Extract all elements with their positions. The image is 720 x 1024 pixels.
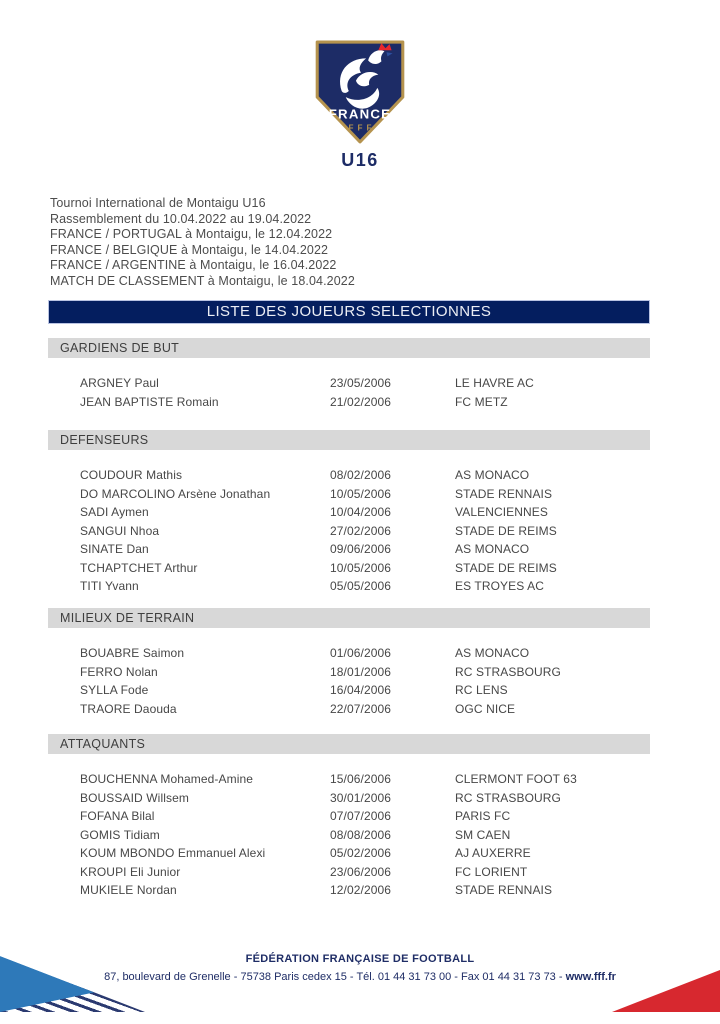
- player-name: SINATE Dan: [80, 542, 149, 556]
- player-birthdate: 21/02/2006: [330, 394, 392, 409]
- player-row: [48, 863, 650, 882]
- player-row: [48, 540, 650, 559]
- tournament-info: [50, 196, 610, 290]
- player-birthdate: 15/06/2006: [330, 772, 392, 786]
- player-birthdate: 07/07/2006: [330, 809, 392, 823]
- list-title-banner: LISTE DES JOUEURS SELECTIONNES: [48, 300, 650, 324]
- player-club: AS MONACO: [455, 646, 530, 660]
- player-name: KOUM MBONDO Emmanuel Alexi: [80, 846, 266, 860]
- player-name: FERRO Nolan: [80, 664, 158, 679]
- player-row: [48, 559, 650, 578]
- player-name: TITI Yvann: [80, 579, 139, 593]
- player-club: ES TROYES AC: [455, 579, 545, 593]
- player-club: SM CAEN: [455, 827, 511, 842]
- match-line: MATCH DE CLASSEMENT à Montaigu, le 18.04.2022: [50, 273, 355, 288]
- footer-address-text: 87, boulevard de Grenelle - 75738 Paris cedex 15 - Tél. 01 44 31 73 00 - Fax 01 44 31 73 73 -: [104, 971, 566, 983]
- player-club: RC STRASBOURG: [455, 790, 561, 805]
- player-club: STADE RENNAIS: [455, 486, 553, 501]
- player-club: STADE DE REIMS: [455, 560, 557, 575]
- player-birthdate: 30/01/2006: [330, 790, 392, 805]
- match-line: FRANCE / ARGENTINE à Montaigu, le 16.04.2022: [50, 258, 337, 273]
- player-club: LE HAVRE AC: [455, 376, 534, 390]
- player-name: COUDOUR Mathis: [80, 468, 183, 482]
- player-name: SYLLA Fode: [80, 683, 149, 697]
- player-row: [48, 393, 650, 412]
- player-name: BOUABRE Saimon: [80, 646, 185, 660]
- player-row: [48, 807, 650, 826]
- fff-logo: [0, 38, 720, 171]
- player-row: [48, 522, 650, 541]
- section-title: MILIEUX DE TERRAIN: [48, 608, 650, 628]
- player-birthdate: 08/02/2006: [330, 468, 392, 482]
- player-birthdate: 22/07/2006: [330, 701, 392, 716]
- player-name: DO MARCOLINO Arsène Jonathan: [80, 486, 271, 501]
- player-name: SANGUI Nhoa: [80, 523, 160, 538]
- player-row: [48, 503, 650, 522]
- player-row: [48, 644, 650, 663]
- player-club: OGC NICE: [455, 701, 516, 716]
- player-club: VALENCIENNES: [455, 505, 549, 519]
- player-club: STADE DE REIMS: [455, 523, 557, 538]
- player-name: FOFANA Bilal: [80, 809, 155, 823]
- player-birthdate: 27/02/2006: [330, 523, 392, 538]
- player-row: [48, 789, 650, 808]
- crest-federation-label: FFF: [348, 123, 376, 133]
- player-section: [48, 608, 650, 718]
- player-birthdate: 10/05/2006: [330, 560, 392, 575]
- player-club: RC LENS: [455, 683, 508, 697]
- section-title: DEFENSEURS: [48, 430, 650, 450]
- player-row: [48, 681, 650, 700]
- footer-website: www.fff.fr: [565, 971, 616, 983]
- player-section: [48, 430, 650, 596]
- section-title: ATTAQUANTS: [48, 734, 650, 754]
- player-name: TRAORE Daouda: [80, 701, 177, 716]
- player-birthdate: 10/04/2006: [330, 505, 392, 519]
- tournament-dates: Rassemblement du 10.04.2022 au 19.04.2022: [50, 211, 312, 226]
- player-club: AS MONACO: [455, 468, 530, 482]
- player-club: FC LORIENT: [455, 864, 528, 879]
- player-birthdate: 05/05/2006: [330, 579, 392, 593]
- player-row: [48, 700, 650, 719]
- player-section: [48, 734, 650, 900]
- player-name: BOUSSAID Willsem: [80, 790, 189, 805]
- player-name: SADI Aymen: [80, 505, 149, 519]
- player-row: [48, 770, 650, 789]
- player-birthdate: 18/01/2006: [330, 664, 392, 679]
- player-row: [48, 881, 650, 900]
- player-row: [48, 663, 650, 682]
- player-rows: [48, 644, 650, 718]
- player-birthdate: 16/04/2006: [330, 683, 392, 697]
- player-birthdate: 10/05/2006: [330, 486, 392, 501]
- player-club: AS MONACO: [455, 542, 530, 556]
- player-row: [48, 577, 650, 596]
- player-name: KROUPI Eli Junior: [80, 864, 181, 879]
- player-name: TCHAPTCHET Arthur: [80, 560, 198, 575]
- player-row: [48, 826, 650, 845]
- player-birthdate: 12/02/2006: [330, 883, 392, 897]
- player-club: RC STRASBOURG: [455, 664, 561, 679]
- player-row: [48, 485, 650, 504]
- player-name: GOMIS Tidiam: [80, 827, 160, 842]
- player-name: ARGNEY Paul: [80, 376, 159, 390]
- player-section: [48, 338, 650, 411]
- player-birthdate: 01/06/2006: [330, 646, 392, 660]
- player-birthdate: 09/06/2006: [330, 542, 392, 556]
- player-birthdate: 08/08/2006: [330, 827, 392, 842]
- fff-crest-icon: [311, 38, 409, 146]
- player-club: AJ AUXERRE: [455, 846, 531, 860]
- footer-organization: FÉDÉRATION FRANÇAISE DE FOOTBALL: [245, 953, 475, 965]
- player-name: BOUCHENNA Mohamed-Amine: [80, 772, 254, 786]
- player-birthdate: 23/06/2006: [330, 864, 392, 879]
- player-name: JEAN BAPTISTE Romain: [80, 394, 219, 409]
- player-club: CLERMONT FOOT 63: [455, 772, 577, 786]
- player-row: [48, 844, 650, 863]
- player-birthdate: 23/05/2006: [330, 376, 392, 390]
- crest-country-label: FRANCE: [328, 106, 392, 122]
- player-row: [48, 466, 650, 485]
- category-label: U16: [341, 150, 379, 170]
- match-line: FRANCE / PORTUGAL à Montaigu, le 12.04.2022: [50, 227, 333, 242]
- player-row: [48, 374, 650, 393]
- section-title: GARDIENS DE BUT: [48, 338, 650, 358]
- player-rows: [48, 770, 650, 900]
- match-line: FRANCE / BELGIQUE à Montaigu, le 14.04.2022: [50, 242, 329, 257]
- player-club: STADE RENNAIS: [455, 883, 553, 897]
- player-name: MUKIELE Nordan: [80, 883, 177, 897]
- player-rows: [48, 466, 650, 596]
- player-club: FC METZ: [455, 394, 508, 409]
- player-club: PARIS FC: [455, 809, 511, 823]
- footer-address: [0, 971, 720, 983]
- player-rows: [48, 374, 650, 411]
- tournament-title: Tournoi International de Montaigu U16: [50, 196, 266, 210]
- player-birthdate: 05/02/2006: [330, 846, 392, 860]
